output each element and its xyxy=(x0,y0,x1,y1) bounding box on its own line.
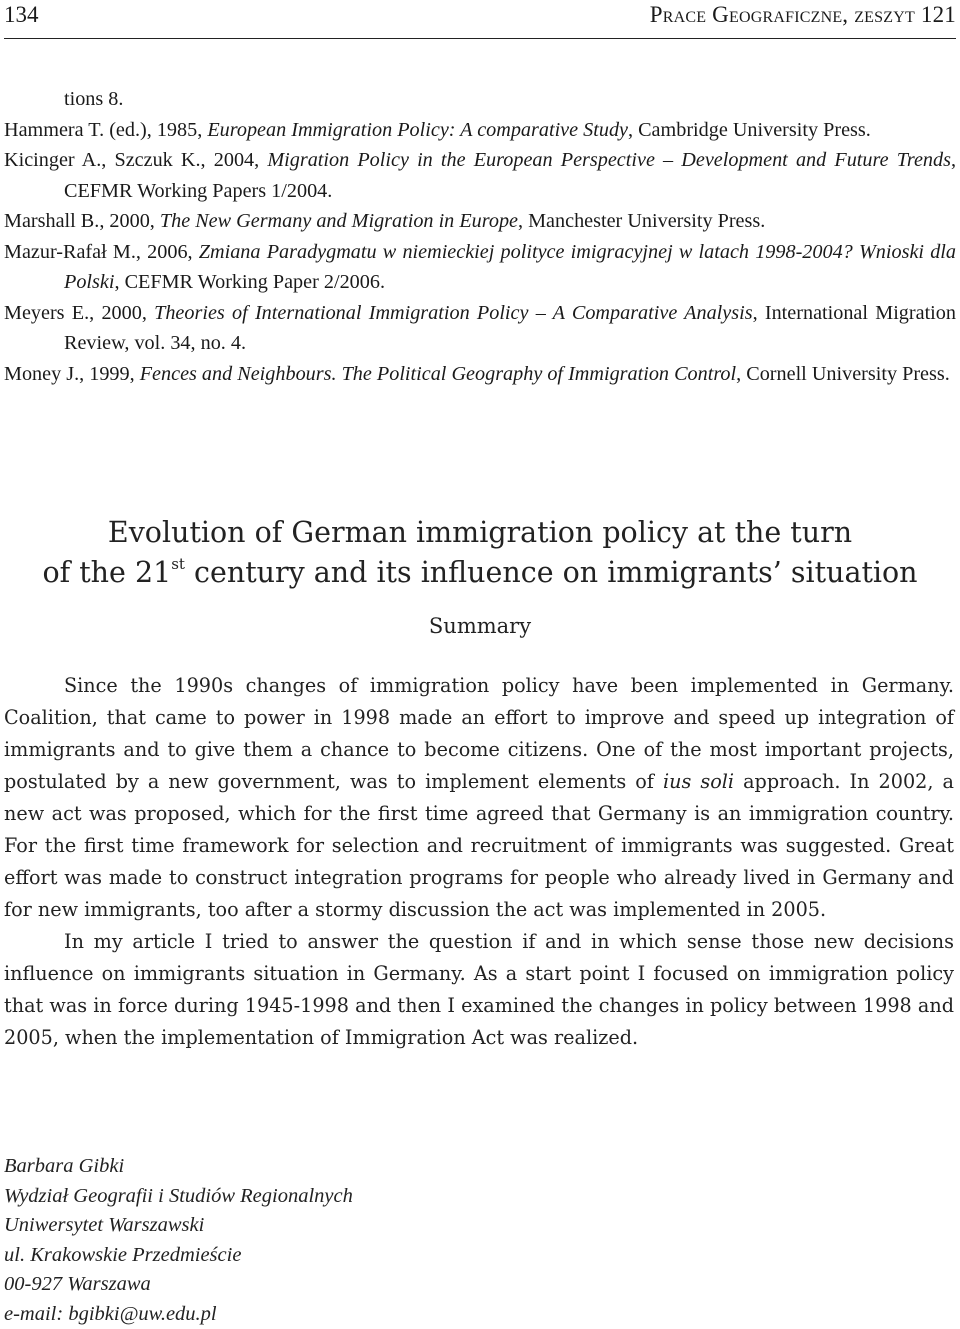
summary-heading: Summary xyxy=(0,614,960,638)
reference-kicinger: Kicinger A., Szczuk K., 2004, Migration Policy in the European Perspective – Development and Future Trends, CEFMR Working Papers 1/2004. xyxy=(4,145,956,206)
author-street: ul. Krakowskie Przedmieście xyxy=(4,1241,604,1271)
reference-meyers: Meyers E., 2000, Theories of International Immigration Policy – A Comparative Analysis, International Migration Review, vol. 34, no. 4. xyxy=(4,298,956,359)
author-city: 00-927 Warszawa xyxy=(4,1270,604,1300)
reference-marshall: Marshall B., 2000, The New Germany and Migration in Europe, Manchester University Press. xyxy=(4,206,956,237)
summary-paragraph-1: Since the 1990s changes of immigration policy have been implemented in Germany. Coalition, that came to power in 1998 made an effort to improve and speed up integration of immigrants and to give them a chance to become citizens. One of the most important projects, postulated by a new government, was to implement elements of ius soli approach. In 2002, a new act was proposed, which for the first time agreed that Germany is an immigration country. For the first time framework for selection and recruitment of immigrants was suggested. Great effort was made to construct integration programs for people who already lived in Germany and for new immigrants, too after a stormy discussion the act was implemented in 2005. xyxy=(4,670,954,926)
author-email: e-mail: bgibki@uw.edu.pl xyxy=(4,1300,604,1329)
article-title-line2: of the 21st century and its influence on immigrants’ situation xyxy=(0,553,960,593)
journal-title: Prace Geograficzne, zeszyt 121 xyxy=(650,2,956,28)
reference-mazur: Mazur-Rafał M., 2006, Zmiana Paradygmatu w niemieckiej polityce imigracyjnej w latach 1998-2004? Wnioski dla Polski, CEFMR Working Paper 2/2006. xyxy=(4,237,956,298)
article-title-line1: Evolution of German immigration policy at the turn xyxy=(0,513,960,553)
reference-money: Money J., 1999, Fences and Neighbours. The Political Geography of Immigration Control, Cornell University Press. xyxy=(4,359,956,390)
references-list xyxy=(4,84,956,389)
running-header xyxy=(4,0,956,39)
page-number: 134 xyxy=(4,2,39,28)
reference-hammera: Hammera T. (ed.), 1985, European Immigration Policy: A comparative Study, Cambridge University Press. xyxy=(4,115,956,146)
summary-body xyxy=(4,670,954,1054)
reference-continuation: tions 8. xyxy=(4,84,956,115)
author-name: Barbara Gibki xyxy=(4,1152,604,1182)
author-block xyxy=(4,1152,604,1329)
summary-paragraph-2: In my article I tried to answer the question if and in which sense those new decisions influence on immigrants situation in Germany. As a start point I focused on immigration policy that was in force during 1945-1998 and then I examined the changes in policy between 1998 and 2005, when the implementation of Immigration Act was realized. xyxy=(4,926,954,1054)
author-university: Uniwersytet Warszawski xyxy=(4,1211,604,1241)
article-title xyxy=(0,513,960,593)
author-department: Wydział Geografii i Studiów Regionalnych xyxy=(4,1182,604,1212)
